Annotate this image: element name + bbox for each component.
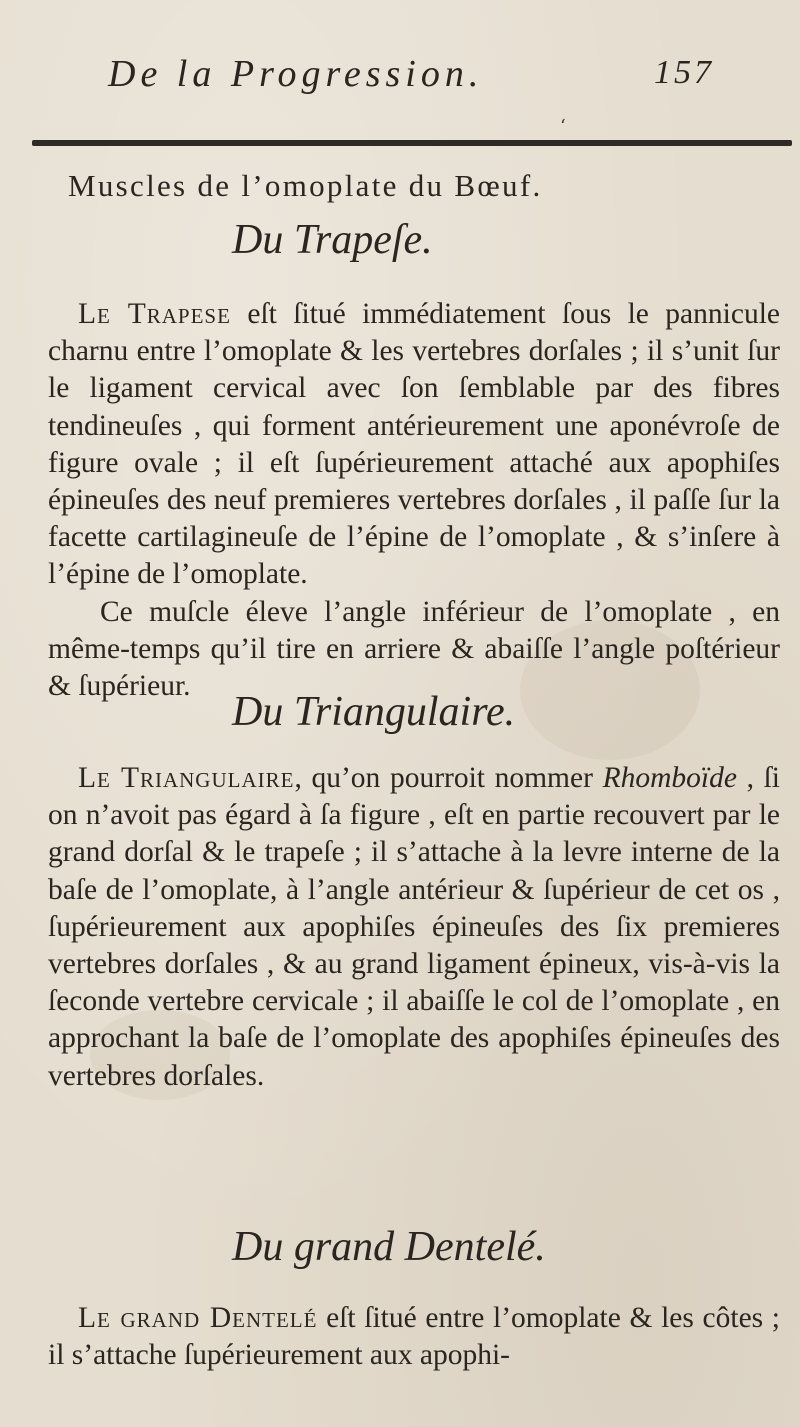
paragraph-text: eſt ſitué entre l’omoplate & les côtes ; il s’attache ſupérieurement aux apophi- (48, 1302, 781, 1372)
paragraph-italic: Rhomboïde (602, 762, 737, 794)
paragraph-text: , ſi on n’avoit pas égard à ſa figure , eſt en partie recouvert par le grand dorſal & le trapeſe ; il s’attache à la levre interne de la baſe de l’omoplate, à l’angle antérieur & ſupérieur de cet os , ſupérieurement aux apophiſes épineuſes des ſix premieres vertebres dorſales , & au grand ligament épineux, vis-à-vis la ſeconde vertebre cervicale ; il abaiſſe le col de l’omoplate , en approchant la baſe de l’omoplate des apophiſes épineuſes des vertebres dorſales. (48, 762, 780, 1092)
paragraph-trapese-1 (48, 296, 780, 594)
paragraph-text: eſt ſitué immédiatement ſous le pannicule charnu entre l’omoplate & les vertebres dorſales ; il s’unit ſur le ligament cervical avec ſon ſemblable par des fibres tendineuſes , qui forment antérieurement une aponévroſe de figure ovale ; il eſt ſupérieurement attaché aux apophiſes épineuſes des neuf premieres vertebres dorſales , il paſſe ſur la facette cartilagineuſe de l’épine de l’omoplate , & s’inſere à l’épine de l’omoplate. (48, 298, 780, 591)
section-heading-triangulaire: Du Triangulaire. (232, 689, 516, 735)
header-rule (32, 140, 792, 146)
section-heading-trapese: Du Trapeſe. (232, 217, 433, 263)
paragraph-text: Ce muſcle éleve l’angle inférieur de l’omoplate , en même-temps qu’il tire en arriere & abaiſſe l’angle poſtérieur & ſupérieur. (48, 596, 780, 703)
running-head (0, 52, 800, 98)
chapter-title: Muscles de l’omoplate du Bœuf. (68, 168, 543, 203)
paragraph-lead: Le Triangulaire (78, 762, 295, 794)
paragraph-grand-dentele (48, 1300, 780, 1374)
section-heading-grand-dentele: Du grand Dentelé. (232, 1224, 546, 1270)
paragraph-triangulaire (48, 760, 780, 1095)
paragraph-lead: Le grand Dentelé (78, 1302, 318, 1334)
page-number: 157 (654, 54, 714, 91)
ink-mark: ‘ (560, 116, 566, 137)
paragraph-lead: Le Trapese (78, 298, 231, 330)
paragraph-text: , qu’on pourroit nommer (294, 762, 603, 794)
running-title: De la Progression. (108, 53, 484, 95)
